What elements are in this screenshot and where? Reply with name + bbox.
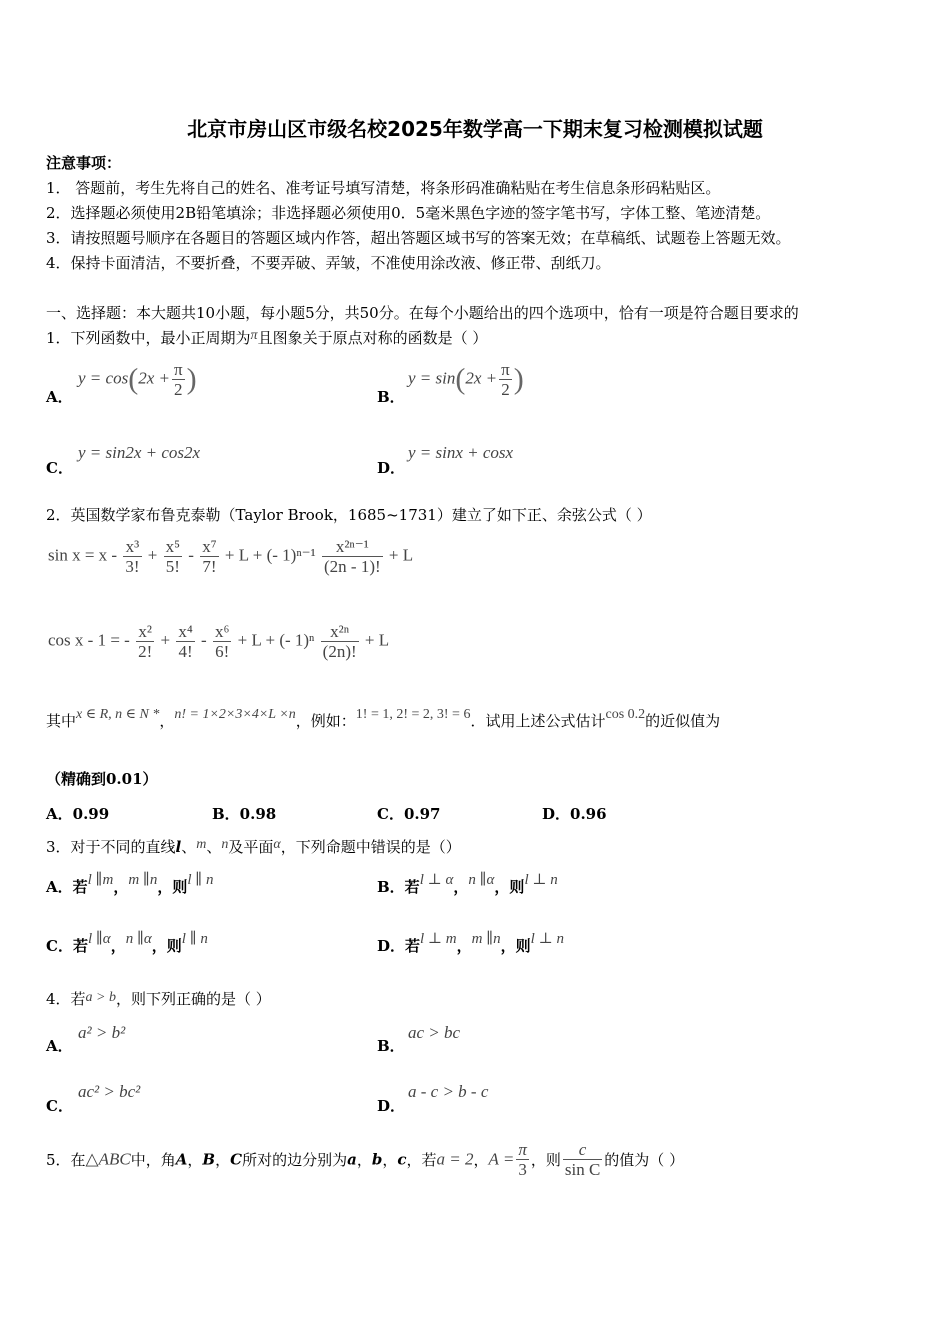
q3-option-d[interactable]: D．若l ⊥ m，m ∥n，则l ⊥ n <box>377 931 564 955</box>
option-label: C． <box>46 459 73 477</box>
page-title: 北京市房山区市级名校2025年数学高一下期末复习检测模拟试题 <box>187 117 763 141</box>
q2-option-b[interactable]: B．0.98 <box>212 805 277 823</box>
q2-option-c[interactable]: C．0.97 <box>377 805 441 823</box>
q1-pi: π <box>250 328 258 343</box>
q4-option-d[interactable]: a - c > b - c <box>408 1082 489 1101</box>
option-label: D． <box>377 459 406 477</box>
option-label: D． <box>377 1097 406 1115</box>
q2-option-d[interactable]: D．0.96 <box>542 805 607 823</box>
notice-item: 2．选择题必须使用2B铅笔填涂；非选择题必须使用0．5毫米黑色字迹的签字笔书写，字体工整、笔迹清楚。 <box>46 204 771 222</box>
q3-option-b[interactable]: B．若l ⊥ α，n ∥α，则l ⊥ n <box>377 872 558 896</box>
q1-stem-text: 且图象关于原点对称的函数是（ ） <box>257 329 488 347</box>
q1-option-d[interactable]: y = sinx + cosx <box>408 443 514 462</box>
q1-option-a[interactable]: y = cos(2x + $\frac{\pi}{2}$ ) <box>78 360 197 399</box>
notice-item: 4．保持卡面清洁，不要折叠，不要弄破、弄皱，不准使用涂改液、修正带、刮纸刀。 <box>46 254 611 272</box>
question-2-stem: 2．英国数学家布鲁克泰勒（Taylor Brook，1685~1731）建立了如下正、余弦公式（ ） <box>46 506 652 524</box>
sin-taylor-formula: sin x = x - $\frac{\text{x³}}{3!}$ + $\frac{\text{x⁵}}{5!}$ - $\frac{\text{x⁷}}{7!}$ + L + (- 1)ⁿ⁻¹ $\frac{\text{x²ⁿ⁻¹}}{(2n - 1)!}$ + L <box>48 537 414 576</box>
q3-option-c[interactable]: C．若l ∥α，n ∥α，则l ∥ n <box>46 931 208 955</box>
q1-stem-text: 1．下列函数中，最小正周期为 <box>46 329 251 347</box>
section-heading: 一、选择题：本大题共10小题，每小题5分，共50分。在每个小题给出的四个选项中，恰有一项是符合题目要求的 <box>46 304 799 322</box>
q2-precision: （精确到0.01） <box>46 770 158 788</box>
q1-option-b[interactable]: y = sin(2x + $\frac{\pi}{2}$ ) <box>408 360 524 399</box>
notice-heading: 注意事项： <box>46 154 122 172</box>
option-label: A． <box>46 388 73 406</box>
question-3-stem: 3．对于不同的直线l、m、n及平面α，下列命题中错误的是（） <box>46 837 461 856</box>
option-label: B． <box>377 388 405 406</box>
q3-option-a[interactable]: A．若l ∥m，m ∥n，则l ∥ n <box>46 872 214 896</box>
question-1-stem <box>46 327 487 348</box>
question-4-stem: 4．若a > b，则下列正确的是（ ） <box>46 990 271 1008</box>
option-label: C． <box>46 1097 73 1115</box>
question-5-stem: 5．在△ABC中，角A，B，C所对的边分别为a，b，c，若a = 2，A = $\frac{\pi}{3}$ ，则 $\frac{c}{\text{sin C}}$ 的值为（ ） <box>46 1140 685 1179</box>
q1-option-c[interactable]: y = sin2x + cos2x <box>78 443 201 462</box>
q2-option-a[interactable]: A．0.99 <box>46 805 110 823</box>
q4-option-b[interactable]: ac > bc <box>408 1023 461 1042</box>
cos-taylor-formula: cos x - 1 = - $\frac{\text{x²}}{2!}$ + $\frac{\text{x⁴}}{4!}$ - $\frac{\text{x⁶}}{6!}$ + L + (- 1)ⁿ $\frac{\text{x²ⁿ}}{(2n)!}$ + L <box>48 622 390 661</box>
option-label: B． <box>377 1037 405 1055</box>
q4-option-c[interactable]: ac² > bc² <box>78 1082 141 1101</box>
option-label: A． <box>46 1037 73 1055</box>
q4-option-a[interactable]: a² > b² <box>78 1023 126 1042</box>
notice-item: 1． 答题前，考生先将自己的姓名、准考证号填写清楚，将条形码准确粘贴在考生信息条形码粘贴区。 <box>46 179 721 197</box>
notice-item: 3．请按照题号顺序在各题目的答题区域内作答，超出答题区域书写的答案无效；在草稿纸、试题卷上答题无效。 <box>46 229 791 247</box>
q2-note: 其中x ∈ R, n ∈ N *，n! = 1×2×3×4×L ×n，例如：1! = 1, 2! = 2, 3! = 6．试用上述公式估计cos 0.2的近似值为 <box>46 707 721 730</box>
